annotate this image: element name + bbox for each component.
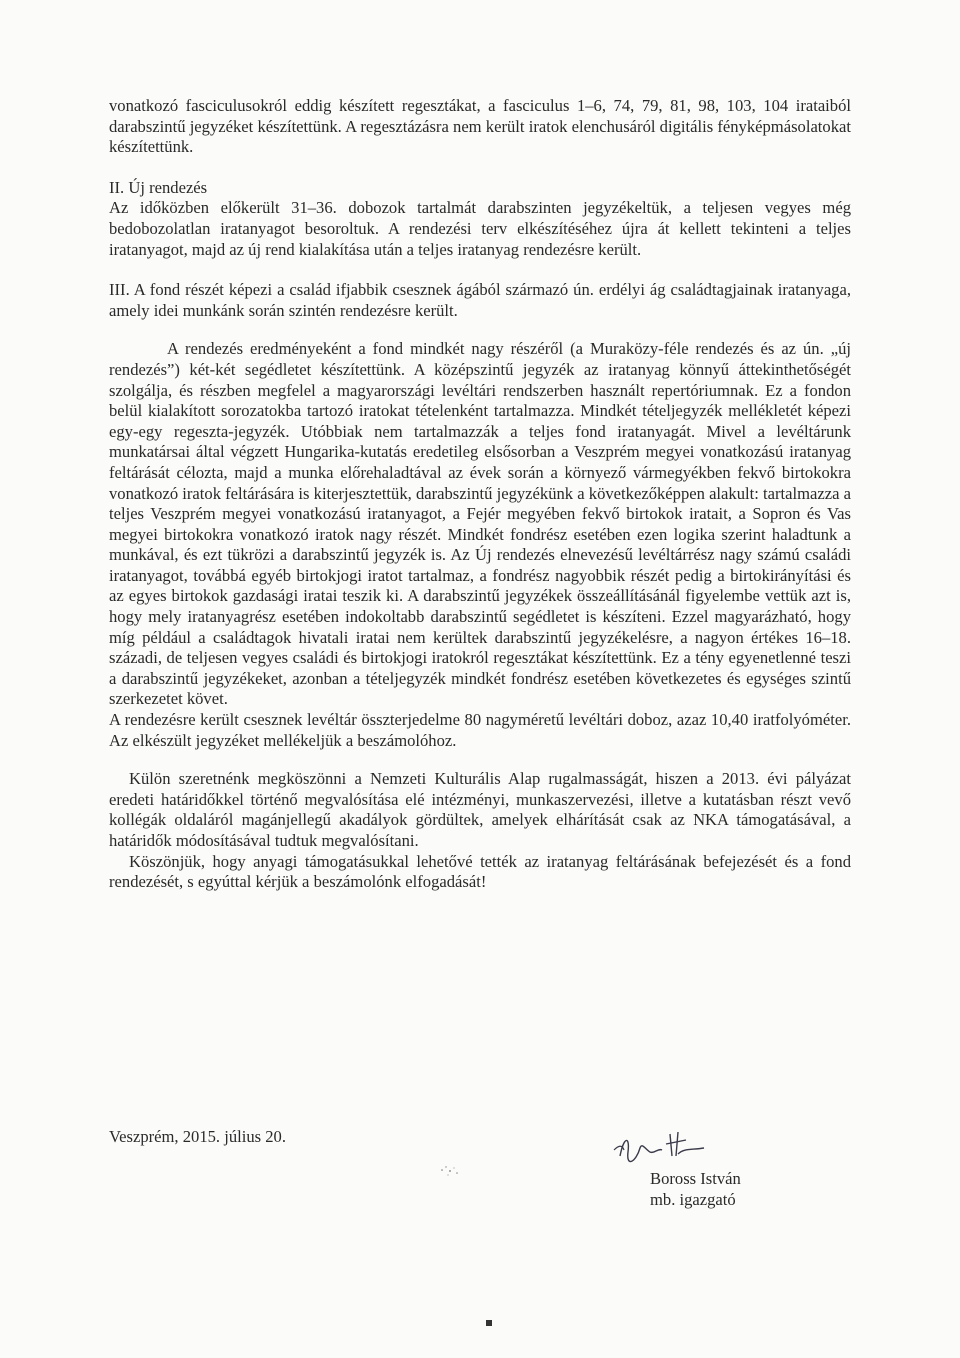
signature-image xyxy=(612,1126,712,1168)
paragraph-koszonjuk: Köszönjük, hogy anyagi támogatásukkal lehetővé tették az iratanyag feltárásának befejezését és a fond rendezését, s egyúttal kérjük a beszámolónk elfogadását! xyxy=(109,851,851,892)
scan-mark xyxy=(486,1320,492,1326)
paragraph-fasciculus: vonatkozó fasciculusokról eddig készített regesztákat, a fasciculus 1–6, 74, 79, 81, 98, 103, 104 irataiból darabszintű jegyzéket készítettünk. A regesztázásra nem került iratok elenchusáról digitális fényképmásolatokat készítettünk. xyxy=(109,96,851,157)
signer-title: mb. igazgató xyxy=(650,1190,736,1209)
paragraph-koszonet: Külön szeretnénk megköszönni a Nemzeti Kulturális Alap rugalmasságát, hiszen a 2013. évi pályázat eredeti határidőkkel történő megvalósítása elé intézményi, munkaszervezési, illetve a kutatásban részt vevő kollégák oldaláról magánjellegű akadályok gördültek, amelyek elhárítását csak az NKA támogatásával, a határidők módosításával tudtuk megvalósítani. xyxy=(109,769,851,850)
paragraph-uj-rendezes: Az időközben előkerült 31–36. dobozok tartalmát darabszinten jegyzékeltük, a teljesen vegyes még bedobozolatlan iratanyagot besoroltuk. A rendezési terv elkészítéséhez újra át kellett tekinteni a teljes iratanyagot, majd az új rend kialakítása után a teljes iratanyag rendezésre került. xyxy=(109,198,851,259)
paragraph-osszterjedelem: A rendezésre került csesznek levéltár összterjedelme 80 nagyméretű levéltári doboz, azaz 10,40 iratfolyóméter. Az elkészült jegyzéket mellékeljük a beszámolóhoz. xyxy=(109,710,851,750)
signature-block xyxy=(650,1168,741,1210)
signer-name: Boross István xyxy=(650,1169,741,1188)
scan-speckle xyxy=(436,1162,466,1180)
place-and-date: Veszprém, 2015. július 20. xyxy=(109,1127,286,1146)
paragraph-erdelyi-ag: III. A fond részét képezi a család ifjabbik csesznek ágából származó ún. erdélyi ág családtagjainak iratanyaga, amely idei munkánk során szintén rendezésre került. xyxy=(109,280,851,320)
section-heading-uj-rendezes: II. Új rendezés xyxy=(109,177,208,197)
paragraph-rendezes-eredmenye: A rendezés eredményeként a fond mindkét nagy részéről (a Muraközy-féle rendezés és az ún. „új rendezés”) két-két segédletet készítettünk. A középszintű jegyzék az iratanyag könnyű áttekinthetőségét szolgálja, és részben megfelel a magyarországi levéltári rendszerben használt repertóriumnak. Ez a fondon belül kialakított sorozatokba tartozó iratokat tételenként tartalmazza. Mindkét tételjegyzék mellékletét képezi egy-egy regeszta-jegyzék. Utóbbiak nem tartalmazzák a teljes fond iratanyagát. Mivel a levéltárunk munkatársai által végzett Hungarika-kutatás eredetileg elsősorban a Veszprém megyei vonatkozású iratanyag feltárását célozta, majd a munka előrehaladtával az évek során a környező vármegyékben fekvő birtokokra vonatkozó iratok feltárására is kiterjesztettük, darabszintű jegyzékünk a következőképpen alakult: tartalmazza a teljes Veszprém megyei vonatkozású iratanyagot, a Fejér megyében fekvő birtokok iratait, a Sopron és Vas megyei birtokokra vonatkozó iratok nagy részét. Mindkét fondrész esetében ezen logika szerint haladtunk a munkával, és ezt tükrözi a darabszintű jegyzék is. Az Új rendezés elnevezésű levéltárrész nagy számú családi iratanyagot, továbbá egyéb birtokjogi iratot tartalmaz, a fondrész nagyobbik részét pedig a birtokirányítási és az egyes birtokok gazdasági iratai teszik ki. A darabszintű jegyzékek összeállításánál figyelembe vettük azt is, hogy mely iratanyagrész esetében indokoltabb darabszintű segédletet is készíteni. Ezzel magyarázható, hogy míg például a családtagok hivatali iratai nem kerültek darabszintű jegyzékelésre, a nagyon értékes 16–18. századi, de teljesen vegyes családi és birtokjogi iratokról regesztákat készítettünk. Ez a tény egyenetlenné teszi a darabszintű jegyzékeket, azonban a tételjegyzék mindkét fondrész esetében következetes és egységes szintű szerkezetet követ. xyxy=(109,339,851,709)
document-body xyxy=(109,96,851,893)
